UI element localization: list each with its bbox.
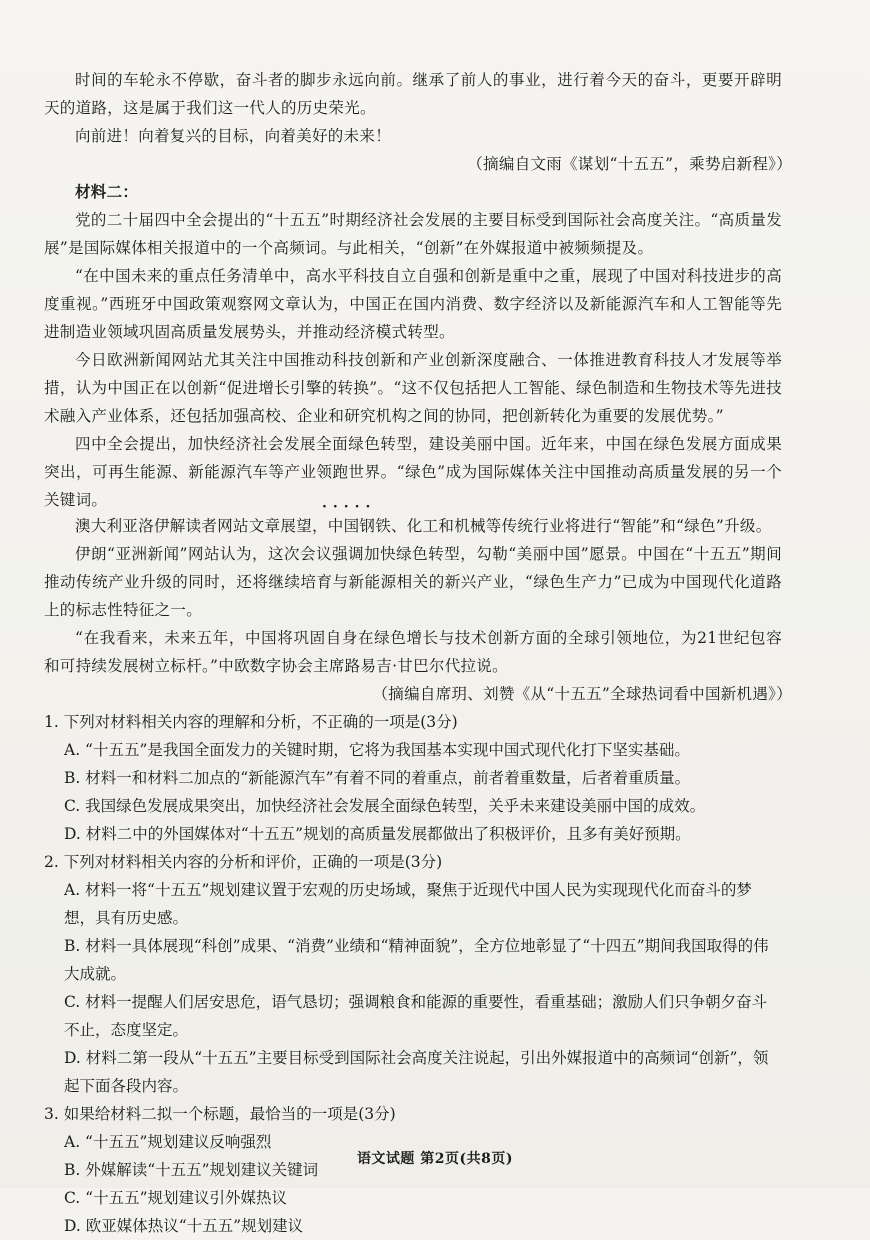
option-a: A. “十五五”是我国全面发力的关键时期，它将为我国基本实现中国式现代化打下坚实基础。: [64, 741, 690, 759]
material1-source: （摘编自文雨《谋划“十五五”，乘势启新程》）: [467, 155, 792, 173]
material2-paragraph: 四中全会提出，加快经济社会发展全面绿色转型，建设美丽中国。近年来，中国在绿色发展方面成果突出，可再生能源、新能源汽车等产业领跑世界。“绿色”成为国际媒体关注中国推动高质量发展的另一个关键词。: [44, 435, 782, 509]
emphasis-dots: [294, 499, 782, 515]
option-c: C. “十五五”规划建议引外媒热议: [64, 1189, 288, 1207]
material2-paragraph: “在我看来，未来五年，中国将巩固自身在绿色增长与技术创新方面的全球引领地位，为21世纪包容和可持续发展树立标杆。”中欧数字协会主席路易吉·甘巴尔代拉说。: [44, 629, 782, 675]
option-a: A. “十五五”规划建议反响强烈: [64, 1133, 272, 1151]
material1-closing-paragraph: 时间的车轮永不停歇，奋斗者的脚步永远向前。继承了前人的事业，进行着今天的奋斗，更要开辟明天的道路，这是属于我们这一代人的历史荣光。: [44, 71, 782, 117]
question-stem: 2. 下列对材料相关内容的分析和评价，正确的一项是(3分): [44, 853, 443, 871]
option-d: D. 材料二第一段从“十五五”主要目标受到国际社会高度关注说起，引出外媒报道中的高频词“创新”，领起下面各段内容。: [64, 1049, 769, 1095]
option-b: B. 材料一和材料二加点的“新能源汽车”有着不同的着重点，前者着重数量，后者着重质量。: [64, 769, 691, 787]
material2-paragraph: 伊朗“亚洲新闻”网站认为，这次会议强调加快绿色转型，勾勒“美丽中国”愿景。中国在“十五五”期间推动传统产业升级的同时，还将继续培育与新能源相关的新兴产业，“绿色生产力”已成为中国现代化道路上的标志性特征之一。: [44, 545, 782, 619]
question-1: [44, 708, 782, 848]
material2-paragraph: “在中国未来的重点任务清单中，高水平科技自立自强和创新是重中之重，展现了中国对科技进步的高度重视。”西班牙中国政策观察网文章认为，中国正在国内消费、数字经济以及新能源汽车和人工智能等先进制造业领域巩固高质量发展势头，并推动经济模式转型。: [44, 267, 782, 341]
material2-paragraph: 党的二十届四中全会提出的“十五五”时期经济社会发展的主要目标受到国际社会高度关注。“高质量发展”是国际媒体相关报道中的一个高频词。与此相关，“创新”在外媒报道中被频频提及。: [44, 211, 782, 257]
option-b: B. 材料一具体展现“科创”成果、“消费”业绩和“精神面貌”，全方位地彰显了“十四五”期间我国取得的伟大成就。: [64, 937, 769, 983]
option-d: D. 材料二中的外国媒体对“十五五”规划的高质量发展都做出了积极评价，且多有美好预期。: [64, 825, 691, 843]
material2-paragraph: 澳大利亚洛伊解读者网站文章展望，中国钢铁、化工和机械等传统行业将进行“智能”和“绿色”升级。: [75, 517, 772, 535]
emphasis-dot-marks: ·····: [322, 499, 377, 515]
question-3: [44, 1100, 782, 1240]
option-b: B. 外媒解读“十五五”规划建议关键词: [64, 1161, 319, 1179]
option-c: C. 材料一提醒人们居安思危，语气恳切；强调粮食和能源的重要性，看重基础；激励人们只争朝夕奋斗不止，态度坚定。: [64, 993, 768, 1039]
option-c: C. 我国绿色发展成果突出，加快经济社会发展全面绿色转型，关乎未来建设美丽中国的成效。: [64, 797, 706, 815]
material2-source: （摘编自席玥、刘赞《从“十五五”全球热词看中国新机遇》）: [372, 685, 792, 703]
question-2: [44, 848, 782, 1100]
material1-exclamation: 向前进！向着复兴的目标，向着美好的未来！: [75, 127, 392, 145]
option-d: D. 欧亚媒体热议“十五五”规划建议: [64, 1217, 304, 1235]
question-stem: 3. 如果给材料二拟一个标题，最恰当的一项是(3分): [44, 1105, 396, 1123]
material2-paragraph: 今日欧洲新闻网站尤其关注中国推动科技创新和产业创新深度融合、一体推进教育科技人才发展等举措，认为中国正在以创新“促进增长引擎的转换”。“这不仅包括把人工智能、绿色制造和生物技术等先进技术融入产业体系，还包括加强高校、企业和研究机构之间的协同，把创新转化为重要的发展优势。”: [44, 351, 782, 425]
material2-heading: 材料二：: [75, 182, 139, 201]
option-a: A. 材料一将“十五五”规划建议置于宏观的历史场域，聚焦于近现代中国人民为实现现代化而奋斗的梦想，具有历史感。: [64, 881, 752, 927]
page-footer: 语文试题 第2页(共8页): [356, 1151, 514, 1167]
question-stem: 1. 下列对材料相关内容的理解和分析，不正确的一项是(3分): [44, 713, 458, 731]
